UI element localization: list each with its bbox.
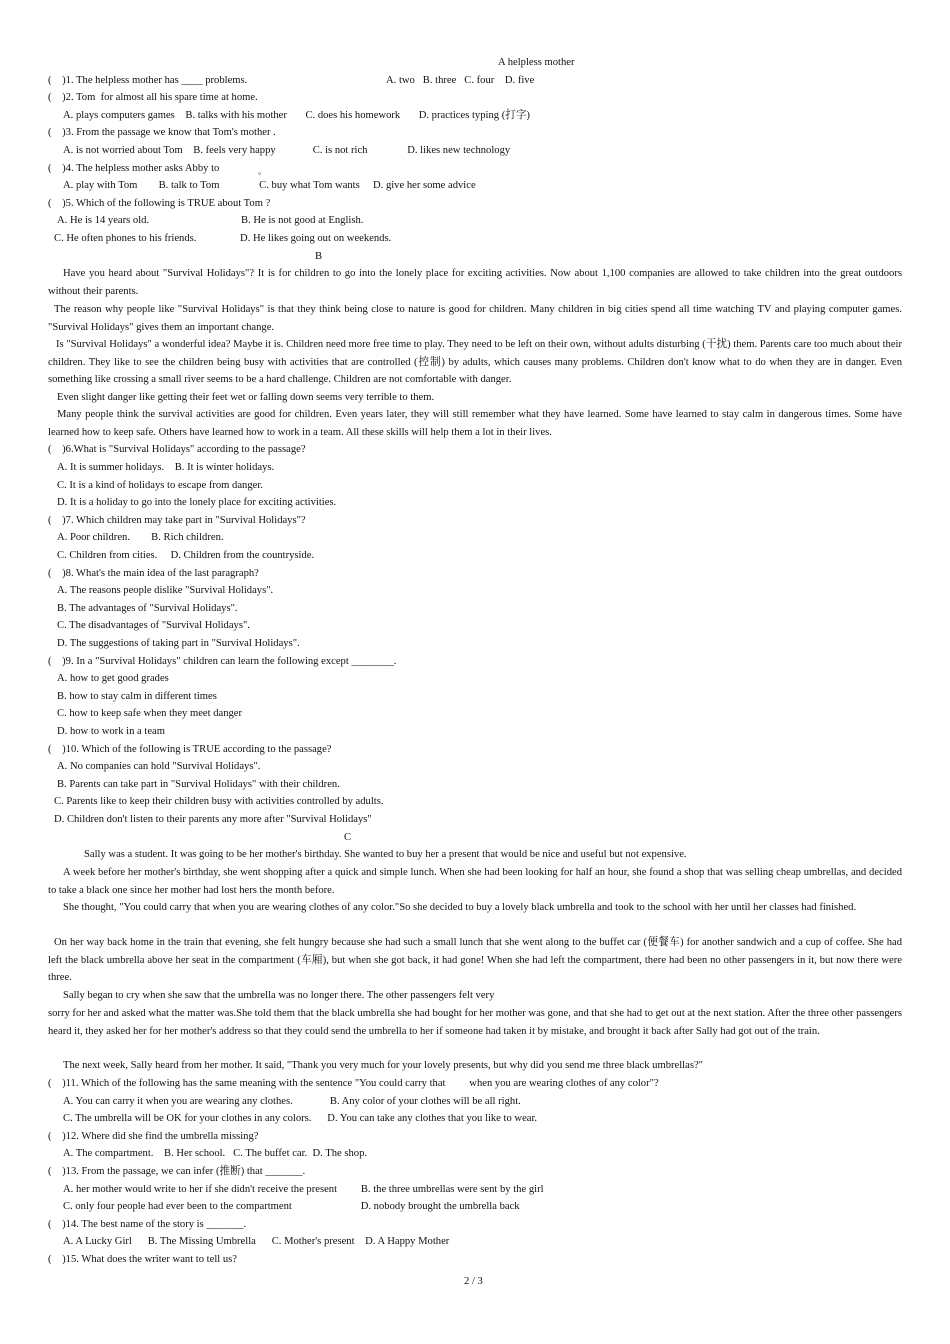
q8-option-d: D. The suggestions of taking part in "Survival Holidays". <box>57 638 300 649</box>
q13-option-line-2: C. only four people had ever been to the compartment D. nobody brought the umbrella back <box>63 1201 520 1212</box>
q7-option-line-1: A. Poor children. B. Rich children. <box>57 532 224 543</box>
section-c-paragraph-5-rest: sorry for her and asked what the matter was.She told them that the black umbrella she had bought for her mother was gone, and that she had to get out at the next station. After the three other passengers heard it, they asked her for her mother's address so that they could send the umbrella to her if someone had taken it by mistake, and brought it back after Sally had got out of the train. <box>48 1008 902 1037</box>
q13-option-line-1: A. her mother would write to her if she didn't receive the present B. the three umbrellas were sent by the girl <box>63 1184 544 1195</box>
section-c-paragraph-2: A week before her mother's birthday, she went shopping after a quick and simple lunch. When she had been looking for half an hour, she found a shop that was selling cheap umbrellas, and decided to take a black one since her mother had lost hers the month before. <box>48 867 902 896</box>
q6-option-line-1: A. It is summer holidays. B. It is winter holidays. <box>57 462 275 473</box>
q10-option-c: C. Parents like to keep their children busy with activities controlled by adults. <box>54 796 384 807</box>
q4-stem: ( )4. The helpless mother asks Abby to <box>48 163 220 174</box>
q10-option-d: D. Children don't listen to their parents any more after "Survival Holidays" <box>54 814 372 825</box>
q11-option-line-1: A. You can carry it when you are wearing any clothes. B. Any color of your clothes will be all right. <box>63 1096 521 1107</box>
section-c-paragraph-6: The next week, Sally heard from her mother. It said, "Thank you very much for your lovely presents, but why did you send me three black umbrellas?" <box>63 1060 703 1071</box>
q3-stem: ( )3. From the passage we know that Tom's mother . <box>48 127 276 138</box>
q14-stem: ( )14. The best name of the story is _______. <box>48 1219 247 1230</box>
q1-options: A. two B. three C. four D. five <box>386 75 535 86</box>
q10-option-a: A. No companies can hold "Survival Holidays". <box>57 761 261 772</box>
section-c-letter: C <box>344 832 352 843</box>
q9-option-d: D. how to work in a team <box>57 726 165 737</box>
q11-option-line-2: C. The umbrella will be OK for your clothes in any colors. D. You can take any clothes that you like to wear. <box>63 1113 538 1124</box>
q5-option-a: A. He is 14 years old. <box>57 215 150 226</box>
q6-option-line-2: C. It is a kind of holidays to escape from danger. <box>57 480 263 491</box>
q15-stem: ( )15. What does the writer want to tell us? <box>48 1254 237 1265</box>
section-b-paragraph-5: Many people think the survival activities are good for children. Even years later, they will still remember what they have learned. Some have learned to stay calm in dangerous times. Some have learned how to keep safe. Others have learned how to work in a team. All these skills will help them a lot in their lives. <box>48 409 902 438</box>
q8-stem: ( )8. What's the main idea of the last paragraph? <box>48 568 259 579</box>
q2-stem: ( )2. Tom for almost all his spare time at home. <box>48 92 258 103</box>
q5-option-d: D. He likes going out on weekends. <box>240 233 392 244</box>
q5-option-b: B. He is not good at English. <box>241 215 364 226</box>
q13-stem: ( )13. From the passage, we can infer (推断) that _______. <box>48 1166 306 1177</box>
q10-stem: ( )10. Which of the following is TRUE according to the passage? <box>48 744 332 755</box>
q9-option-c: C. how to keep safe when they meet danger <box>57 708 243 719</box>
section-b-paragraph-3: Is "Survival Holidays" a wonderful idea? Maybe it is. Children need more free time to play. They need to be left on their own, without adults disturbing (干扰) them. Parents care too much about their children. They like to see the children being busy with activities that are controlled (控制) by adults, which causes many problems. Children don't know what to do when they are in danger. Even something like crossing a small river seems to be a hard challenge. Children are not comfortable with danger. <box>48 339 902 386</box>
q3-options: A. is not worried about Tom B. feels very happy C. is not rich D. likes new technology <box>63 145 511 156</box>
q12-stem: ( )12. Where did she find the umbrella missing? <box>48 1131 259 1142</box>
section-c-paragraph-3: She thought, "You could carry that when you are wearing clothes of any color."So she decided to buy a lovely black umbrella and took to the school with her until her classes had finished. <box>63 902 857 913</box>
q8-option-c: C. The disadvantages of "Survival Holidays". <box>57 620 250 631</box>
q6-stem: ( )6.What is "Survival Holidays" according to the passage? <box>48 444 306 455</box>
q5-option-c: C. He often phones to his friends. <box>54 233 197 244</box>
q9-option-a: A. how to get good grades <box>57 673 169 684</box>
q7-option-line-2: C. Children from cities. D. Children from the countryside. <box>57 550 315 561</box>
section-c-paragraph-4: On her way back home in the train that evening, she felt hungry because she had such a small lunch that she went along to the buffet car (便餐车) for another sandwich and a cup of coffee. She had left the black umbrella above her seat in the compartment (车厢), but when she got back, it had gone! When she had left the compartment, there had been no other passengers in it, but now there were three. <box>48 937 902 984</box>
q1-stem: ( )1. The helpless mother has ____ problems. <box>48 75 248 86</box>
section-b-paragraph-2: The reason why people like "Survival Holidays" is that they think being close to nature is good for children. Many children in big cities spend all time watching TV and playing computer games. "Survival Holidays" gives them an important change. <box>48 304 902 333</box>
q8-option-a: A. The reasons people dislike "Survival Holidays". <box>57 585 274 596</box>
q12-options: A. The compartment. B. Her school. C. The buffet car. D. The shop. <box>63 1148 368 1159</box>
page-number: 2 / 3 <box>464 1276 483 1287</box>
q10-option-b: B. Parents can take part in "Survival Holidays" with their children. <box>57 779 340 790</box>
q2-options: A. plays computers games B. talks with his mother C. does his homework D. practices typing (打字) <box>63 110 530 121</box>
section-b-letter: B <box>315 251 323 262</box>
q14-options: A. A Lucky Girl B. The Missing Umbrella C. Mother's present D. A Happy Mother <box>63 1236 450 1247</box>
q11-stem: ( )11. Which of the following has the same meaning with the sentence "You could carry that when you are wearing clothes of any color"? <box>48 1078 659 1089</box>
section-b-paragraph-1: Have you heard about "Survival Holidays"? It is for children to go into the lonely place for exciting activities. Now about 1,100 companies are allowed to take children into the great outdoors without their parents. <box>48 268 902 297</box>
q6-option-line-3: D. It is a holiday to go into the lonely place for exciting activities. <box>57 497 337 508</box>
section-c-paragraph-5-first-line: Sally began to cry when she saw that the umbrella was no longer there. The other passengers felt very <box>63 990 495 1001</box>
q8-option-b: B. The advantages of "Survival Holidays". <box>57 603 238 614</box>
q9-stem: ( )9. In a "Survival Holidays" children can learn the following except ________. <box>48 656 397 667</box>
q5-stem: ( )5. Which of the following is TRUE about Tom ? <box>48 198 271 209</box>
q7-stem: ( )7. Which children may take part in "Survival Holidays"? <box>48 515 306 526</box>
section-a-title: A helpless mother <box>498 57 575 68</box>
section-b-paragraph-4: Even slight danger like getting their feet wet or falling down seems very terrible to them. <box>57 392 435 403</box>
section-c-paragraph-1: Sally was a student. It was going to be her mother's birthday. She wanted to buy her a present that would be nice and useful but not expensive. <box>84 849 687 860</box>
q9-option-b: B. how to stay calm in different times <box>57 691 217 702</box>
q4-mark: 。 <box>258 166 268 176</box>
q4-options: A. play with Tom B. talk to Tom C. buy what Tom wants D. give her some advice <box>63 180 476 191</box>
